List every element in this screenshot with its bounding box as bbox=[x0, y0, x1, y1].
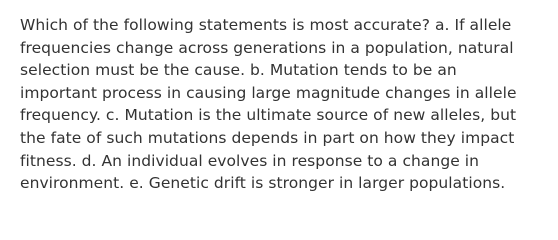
question-line: important process in causing large magnitude changes in allele bbox=[20, 83, 517, 102]
question-line: selection must be the cause. b. Mutation tends to be an bbox=[20, 61, 457, 80]
question-text bbox=[20, 14, 540, 195]
question-line: frequencies change across generations in a population, natural bbox=[20, 38, 514, 57]
question-line: environment. e. Genetic drift is stronger in larger populations. bbox=[20, 174, 506, 193]
question-line: fitness. d. An individual evolves in response to a change in bbox=[20, 151, 480, 170]
question-line: the fate of such mutations depends in part on how they impact bbox=[20, 128, 515, 147]
question-line: frequency. c. Mutation is the ultimate source of new alleles, but bbox=[20, 106, 517, 125]
question-line: Which of the following statements is most accurate? a. If allele bbox=[20, 16, 512, 34]
